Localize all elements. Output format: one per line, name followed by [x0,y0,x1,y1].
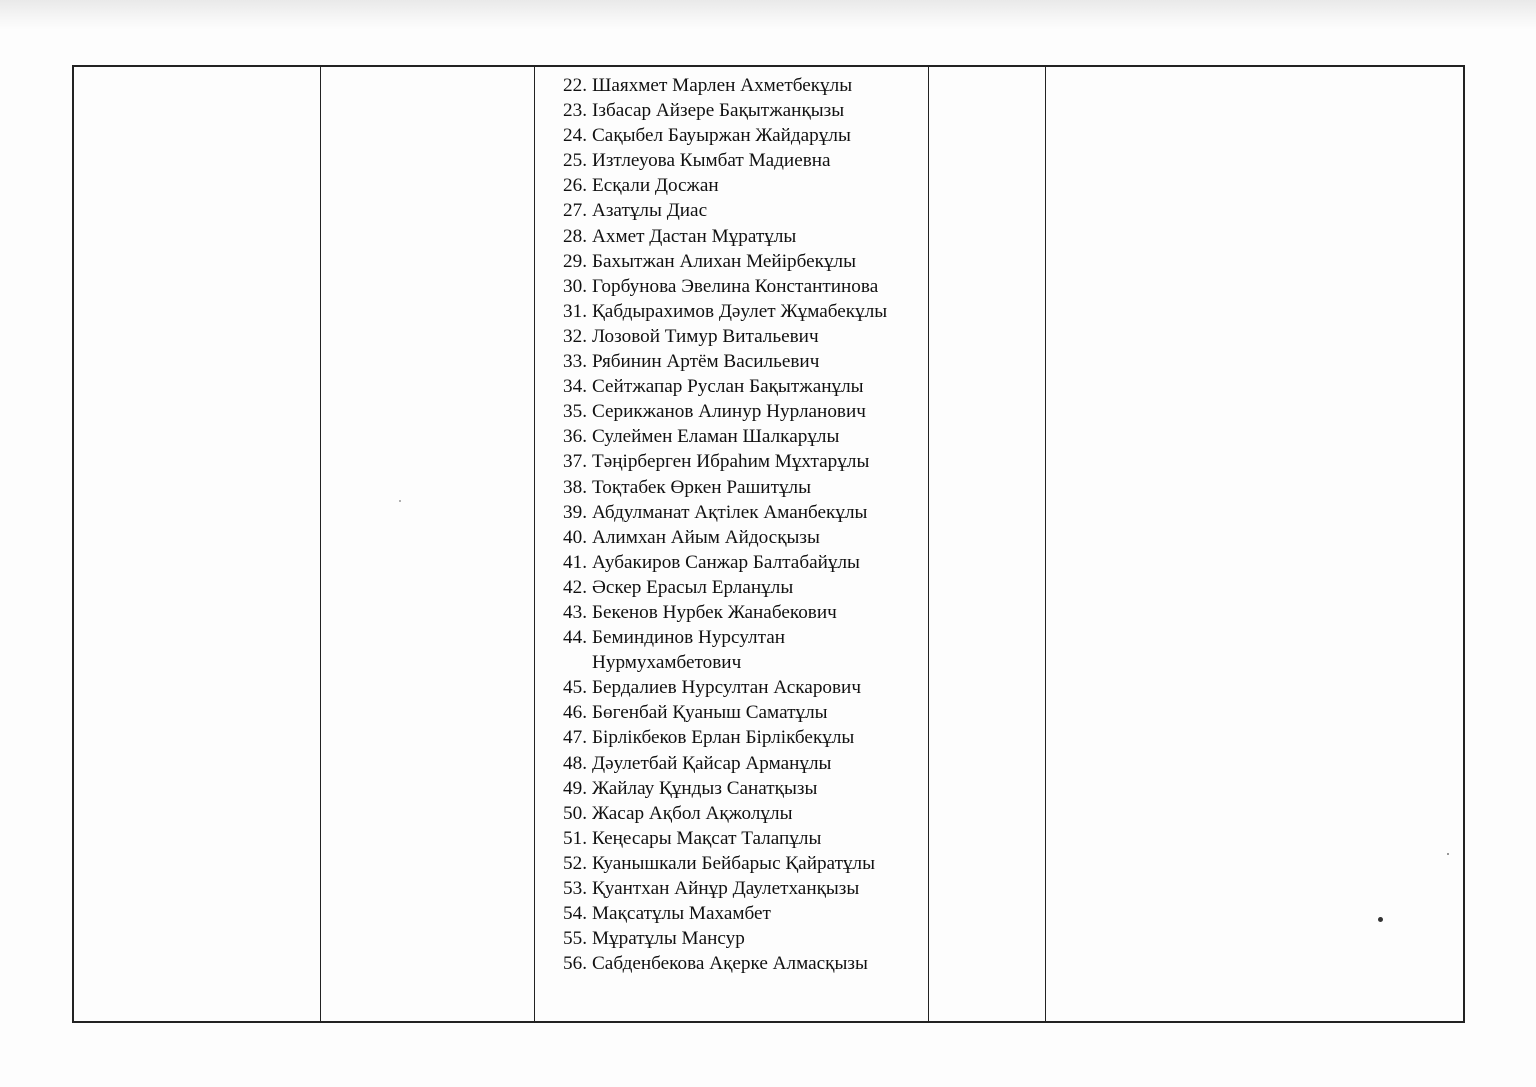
list-item-number: 40. [563,526,587,548]
student-name: Абдулманат Ақтілек Аманбекұлы [592,501,868,523]
list-item-number: 53. [563,878,587,899]
list-item-number: 34. [563,376,587,398]
list-item [553,826,928,851]
list-item [553,349,928,374]
list-item-number: 48. [563,752,587,774]
student-name: Мұратұлы Мансур [592,928,745,950]
student-name: Бахытжан Алихан Мейірбекұлы [592,250,857,272]
list-item [553,525,928,550]
student-name: Мақсатұлы Махамбет [592,903,771,925]
student-name: Есқали Досжан [592,175,719,197]
student-name: Ізбасар Айзере Бақытжанқызы [592,100,845,122]
list-item [553,725,928,750]
list-item [553,475,928,500]
student-name: Сабденбекова Ақерке Алмасқызы [592,953,868,975]
student-name: Рябинин Артём Васильевич [592,351,820,373]
student-name: Бекенов Нурбек Жанабекович [592,601,837,623]
list-item-number: 43. [563,601,587,623]
list-item [553,851,928,876]
list-item [553,374,928,399]
list-item-number: 54. [563,903,587,925]
list-item-number: 46. [563,702,587,724]
table-column-1 [74,67,321,1021]
list-item-number: 26. [563,175,587,197]
list-item-number: 44. [563,627,587,649]
list-item [553,274,928,299]
list-item-number: 41. [563,551,587,573]
list-item [553,399,928,424]
list-item-number: 49. [563,777,587,799]
list-item [553,98,928,123]
list-item-number: 50. [563,802,587,824]
student-name: Қуантхан Айнұр Даулетханқызы [592,878,860,899]
list-item-number: 29. [563,250,587,272]
student-name: Тәңірберген Ибраһим Мұхтарұлы [592,451,870,473]
student-name: Жасар Ақбол Ақжолұлы [592,802,793,824]
scan-speck [1378,917,1383,922]
list-item-number: 37. [563,451,587,473]
list-item-number: 36. [563,426,587,448]
list-item-number: 31. [563,300,587,322]
list-item [553,73,928,98]
student-name: Азатұлы Диас [592,200,708,222]
list-item-number: 24. [563,125,587,147]
student-name: Бөгенбай Қуаныш Саматұлы [592,702,828,724]
list-item [553,700,928,725]
student-name: Қабдырахимов Дәулет Жұмабекұлы [592,300,888,322]
scan-speck [1447,853,1449,855]
student-name-list [553,67,928,976]
list-item [553,123,928,148]
student-name: Тоқтабек Өркен Рашитұлы [592,476,812,498]
list-item-number: 27. [563,200,587,222]
student-name: Сейтжапар Руслан Бақытжанұлы [592,376,864,398]
table-column-2 [321,67,535,1021]
list-item-number: 39. [563,501,587,523]
list-item-number: 42. [563,576,587,598]
list-item-number: 30. [563,275,587,297]
student-name: Аубакиров Санжар Балтабайұлы [592,551,860,573]
table-column-5 [1046,67,1463,1021]
list-item [553,224,928,249]
student-name: Сақыбел Бауыржан Жайдарұлы [592,125,851,147]
list-item [553,801,928,826]
document-table [72,65,1465,1023]
student-name: Шаяхмет Марлен Ахметбекұлы [592,75,853,96]
student-name: Бірлікбеков Ерлан Бірлікбекұлы [592,727,855,749]
student-name: Жайлау Құндыз Санатқызы [592,777,818,799]
student-name: Әскер Ерасыл Ерланұлы [592,576,794,598]
student-name: Ахмет Дастан Мұратұлы [592,225,797,247]
student-name: Кеңесары Мақсат Талапұлы [592,827,822,849]
table-column-4 [929,67,1046,1021]
student-name: Бeминдинов Нурсултан Нурмухамбетович [592,627,785,674]
list-item-number: 35. [563,401,587,423]
table-column-names [535,67,929,1021]
list-item-number: 56. [563,953,587,975]
list-item-number: 52. [563,852,587,874]
list-item-number: 22. [563,75,587,96]
list-item [553,876,928,901]
list-item [553,901,928,926]
student-name: Изтлеуова Кымбат Мадиевна [592,150,831,172]
list-item [553,173,928,198]
list-item-number: 25. [563,150,587,172]
student-name: Куанышкали Бейбарыс Қайратұлы [592,852,876,874]
list-item [553,198,928,223]
student-name: Алимхан Айым Айдосқызы [592,526,820,548]
list-item [553,500,928,525]
list-item-number: 38. [563,476,587,498]
scan-edge-shadow [0,0,1536,30]
list-item-number: 51. [563,827,587,849]
list-item [553,926,928,951]
list-item-number: 28. [563,225,587,247]
list-item [553,550,928,575]
list-item [553,951,928,976]
list-item [553,751,928,776]
list-item [553,148,928,173]
list-item [553,575,928,600]
scan-speck [399,500,401,502]
list-item [553,449,928,474]
list-item-number: 33. [563,351,587,373]
list-item [553,299,928,324]
list-item-number: 47. [563,727,587,749]
list-item-number: 32. [563,325,587,347]
student-name: Лозовой Тимур Витальевич [592,325,819,347]
student-name: Сулеймен Еламан Шалкарұлы [592,426,840,448]
list-item [553,675,928,700]
list-item [553,249,928,274]
list-item [553,424,928,449]
student-name: Бердалиев Нурсултан Аскарович [592,677,861,699]
list-item-number: 23. [563,100,587,122]
list-item [553,776,928,801]
list-item-number: 55. [563,928,587,950]
student-name: Горбунова Эвелина Константинова [592,275,879,297]
student-name: Дәулетбай Қайсар Арманұлы [592,752,832,774]
student-name: Серикжанов Алинур Нурланович [592,401,866,423]
list-item-number: 45. [563,677,587,699]
list-item [553,324,928,349]
list-item [553,600,928,625]
list-item [553,625,928,675]
